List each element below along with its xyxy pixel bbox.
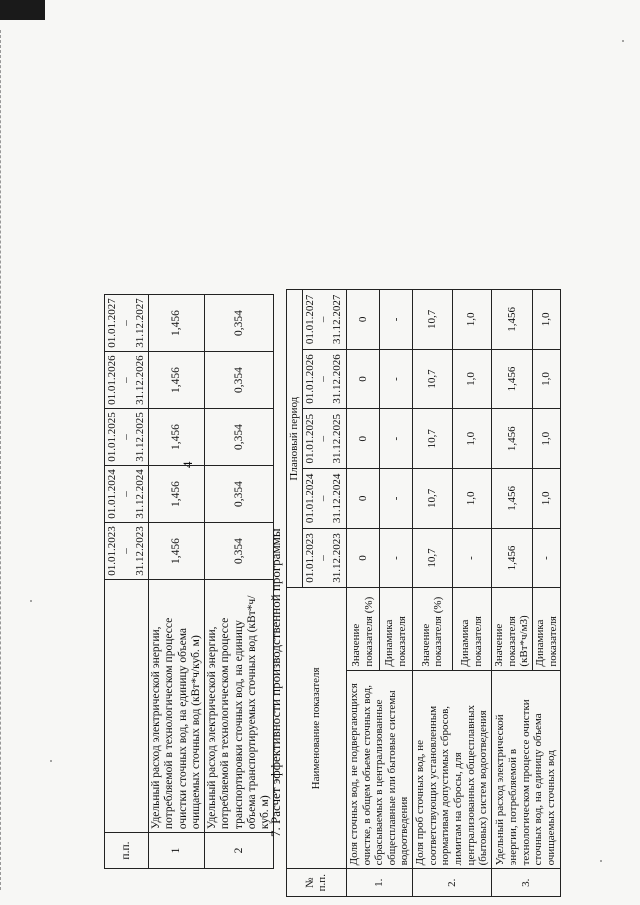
indicator-label: Значение показателя (кВт*ч/м3) xyxy=(491,588,532,670)
value-cell: 1,456 xyxy=(491,528,532,588)
table-row xyxy=(346,290,379,897)
header-name xyxy=(105,580,149,833)
value-cell: 1,456 xyxy=(491,349,532,409)
row-num: 2 xyxy=(205,833,274,869)
value-cell: 1,456 xyxy=(491,409,532,469)
period-header: 01.01.2023 – 31.12.2023 xyxy=(105,523,149,580)
value-cell: 0 xyxy=(346,469,379,529)
row-num: 2. xyxy=(413,869,492,897)
indicator-label: Значение показателя (%) xyxy=(346,588,379,670)
value-cell: - xyxy=(379,469,412,529)
table-row xyxy=(491,290,532,897)
table-header-row xyxy=(287,290,303,897)
table-row xyxy=(205,295,274,869)
value-cell: 0 xyxy=(346,290,379,350)
value-cell: 0,354 xyxy=(205,295,274,352)
row-num: 3. xyxy=(491,869,560,897)
value-cell: 1,456 xyxy=(491,290,532,350)
indicator-label: Значение показателя (%) xyxy=(413,588,452,670)
period-header: 01.01.2024 – 31.12.2024 xyxy=(105,466,149,523)
period-header: 01.01.2025 – 31.12.2025 xyxy=(302,409,346,469)
table-row xyxy=(149,295,205,869)
value-cell: 1,456 xyxy=(149,352,205,409)
value-cell: 0 xyxy=(346,409,379,469)
value-cell: 1,456 xyxy=(149,295,205,352)
value-cell: 1,0 xyxy=(452,349,491,409)
value-cell: 0,354 xyxy=(205,409,274,466)
table-header-row xyxy=(105,295,149,869)
value-cell: - xyxy=(379,349,412,409)
value-cell: 10,7 xyxy=(413,409,452,469)
row-name: Удельный расход электрической энергии, потребляемой в технологическом процессе очистки сточных вод, на единицу объема очищаемых сточных вод xyxy=(491,670,560,869)
table-row xyxy=(413,290,452,897)
row-num: 1. xyxy=(346,869,412,897)
value-cell: 1,456 xyxy=(149,523,205,580)
value-cell: - xyxy=(379,409,412,469)
value-cell: - xyxy=(379,290,412,350)
period-header: 01.01.2025 – 31.12.2025 xyxy=(105,409,149,466)
value-cell: 1,456 xyxy=(149,466,205,523)
value-cell: 0,354 xyxy=(205,523,274,580)
value-cell: 1,456 xyxy=(149,409,205,466)
value-cell: 10,7 xyxy=(413,528,452,588)
row-name: Удельный расход электрической энергии, потребляемой в технологическом процессе очистки сточных вод, на единицу объема очищаемых сточных вод (кВт*ч/куб. м) xyxy=(149,580,205,833)
header-name: Наименование показателя xyxy=(287,588,347,869)
header-planned-period: Плановый период xyxy=(287,290,303,588)
period-header: 01.01.2024 – 31.12.2024 xyxy=(302,469,346,529)
value-cell: - xyxy=(379,528,412,588)
value-cell: 0 xyxy=(346,349,379,409)
value-cell: 1,0 xyxy=(532,409,560,469)
value-cell: 10,7 xyxy=(413,349,452,409)
value-cell: 1,0 xyxy=(532,349,560,409)
value-cell: 1,0 xyxy=(452,290,491,350)
period-header: 01.01.2026 – 31.12.2026 xyxy=(302,349,346,409)
row-name: Доля сточных вод, не подвергающихся очистке, в общем объеме сточных вод, сбрасываемых в централизованные общесплавные или бытовые системы водоотведения xyxy=(346,670,412,869)
energy-consumption-table xyxy=(104,294,274,869)
value-cell: 0,354 xyxy=(205,466,274,523)
period-header: 01.01.2027 – 31.12.2027 xyxy=(105,295,149,352)
row-name: Удельный расход электрической энергии, потребляемой в технологическом процессе транспортировки сточных вод, на единицу объема транспортируемых сточных вод (кВт*ч/куб. м) xyxy=(205,580,274,833)
value-cell: - xyxy=(452,528,491,588)
header-num: № п.п. xyxy=(287,869,347,897)
value-cell: 10,7 xyxy=(413,290,452,350)
row-num: 1 xyxy=(149,833,205,869)
indicator-label: Динамика показателя xyxy=(452,588,491,670)
value-cell: 1,0 xyxy=(532,290,560,350)
period-header: 01.01.2026 – 31.12.2026 xyxy=(105,352,149,409)
value-cell: 1,0 xyxy=(452,409,491,469)
value-cell: - xyxy=(532,528,560,588)
indicator-label: Динамика показателя xyxy=(379,588,412,670)
value-cell: 1,456 xyxy=(491,469,532,529)
value-cell: 10,7 xyxy=(413,469,452,529)
value-cell: 0,354 xyxy=(205,352,274,409)
row-name: Доля проб сточных вод, не соответствующих установленным нормативам допустимых сбросов, лимитам на сбросы, для централизованных общесплавных (бытовых) систем водоотведения xyxy=(413,670,492,869)
efficiency-table xyxy=(286,289,561,897)
period-header: 01.01.2027 – 31.12.2027 xyxy=(302,290,346,350)
value-cell: 1,0 xyxy=(452,469,491,529)
period-header: 01.01.2023 – 31.12.2023 xyxy=(302,528,346,588)
section-title: 7. Расчет эффективности производственной программы xyxy=(268,528,283,837)
indicator-label: Динамика показателя xyxy=(532,588,560,670)
header-num: п.п. xyxy=(105,833,149,869)
page-number: 4 xyxy=(180,461,195,468)
value-cell: 1,0 xyxy=(532,469,560,529)
value-cell: 0 xyxy=(346,528,379,588)
